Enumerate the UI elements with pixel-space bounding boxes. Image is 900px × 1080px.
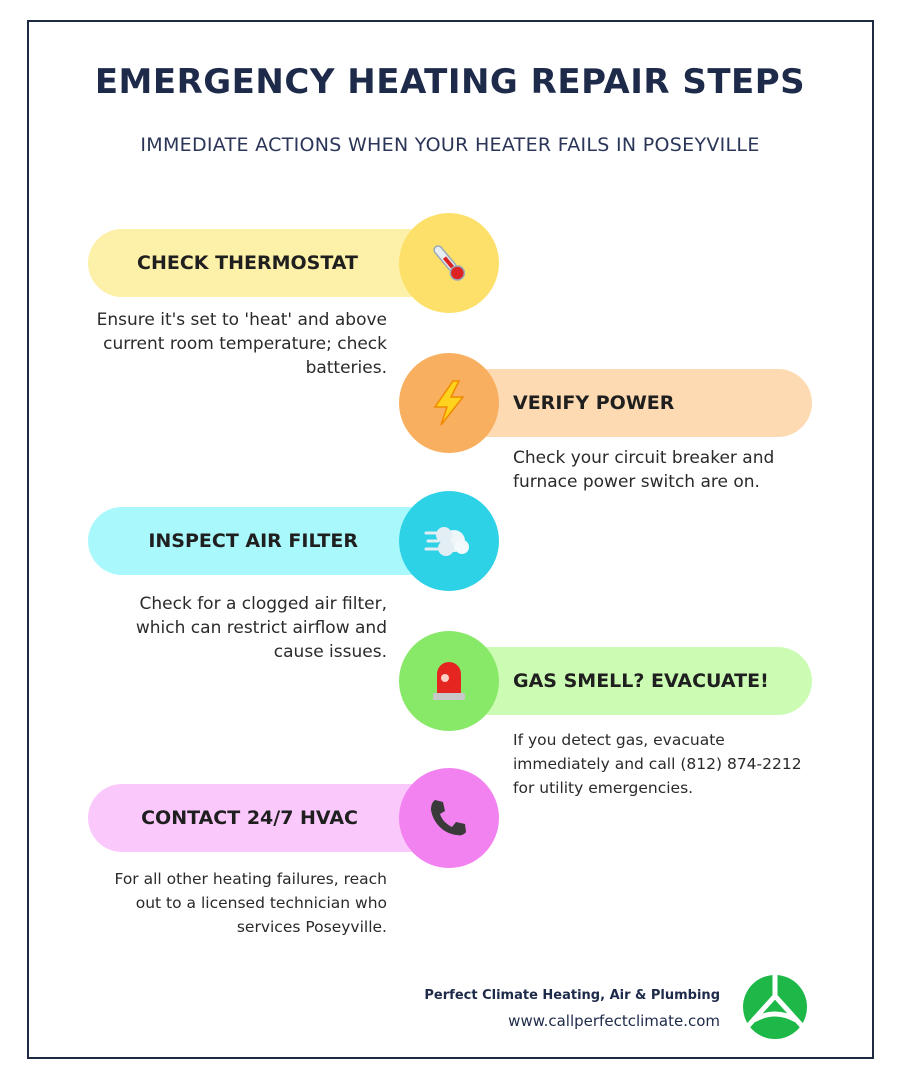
step-description: Check for a clogged air filter, which can restrict airflow and cause issues. — [135, 594, 387, 662]
company-name: Perfect Climate Heating, Air & Plumbing — [424, 988, 720, 1003]
step-description: Check your circuit breaker and furnace power switch are on. — [513, 448, 775, 492]
company-logo — [742, 974, 808, 1044]
page-subtitle: IMMEDIATE ACTIONS WHEN YOUR HEATER FAILS IN POSEYVILLE — [140, 134, 760, 156]
step-description: Ensure it's set to 'heat' and above current room temperature; check batteries. — [96, 310, 387, 378]
step-description: For all other heating failures, reach out to a licensed technician who services Poseyville. — [114, 870, 387, 936]
step-label: INSPECT AIR FILTER — [148, 530, 358, 552]
step-label: VERIFY POWER — [513, 392, 675, 414]
siren-icon — [399, 631, 499, 731]
phone-icon — [399, 768, 499, 868]
thermometer-icon — [399, 213, 499, 313]
website-link[interactable]: www.callperfectclimate.com — [508, 1012, 720, 1030]
lightning-icon — [399, 353, 499, 453]
step-description: If you detect gas, evacuate immediately and call (812) 874-2212 for utility emergencies. — [513, 731, 802, 797]
air-puff-icon — [399, 491, 499, 591]
step-label: CHECK THERMOSTAT — [137, 252, 358, 274]
step-label: GAS SMELL? EVACUATE! — [513, 670, 769, 692]
step-label: CONTACT 24/7 HVAC — [141, 807, 358, 829]
page-title: EMERGENCY HEATING REPAIR STEPS — [94, 62, 806, 102]
